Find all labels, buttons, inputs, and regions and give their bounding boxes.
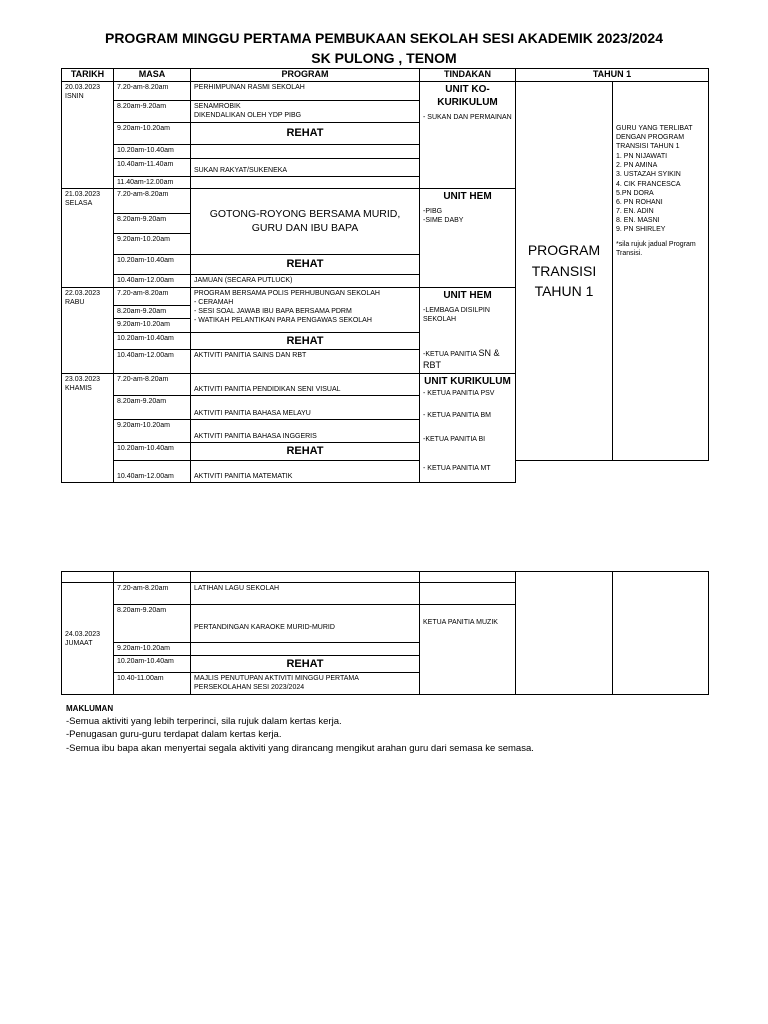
program-cell: AKTIVITI PANITIA BAHASA INGGERIS (191, 420, 420, 443)
time-cell: 8.20am-9.20am (114, 214, 191, 234)
action-text: - KETUA PANITIA BM (423, 412, 491, 420)
time-cell: 10.40am-12.00am (114, 350, 191, 374)
program-text: PROGRAM BERSAMA POLIS PERHUBUNGAN SEKOLAH (194, 290, 380, 298)
action-text: -LEMBAGA DISILPIN SEKOLAH (423, 307, 490, 324)
program-text: - SESI SOAL JAWAB IBU BAPA BERSAMA PDRM (194, 308, 352, 316)
time-cell: 9.20am-10.20am (114, 123, 191, 145)
header-program: PROGRAM (191, 69, 420, 82)
action-text: - KETUA PANITIA MT (423, 464, 491, 472)
transisi-line1: PROGRAM (527, 242, 601, 259)
action-text: - KETUA PANITIA PSV (423, 390, 495, 398)
time-cell: 9.20am-10.20am (114, 643, 191, 656)
action-text: RBT (423, 359, 441, 370)
date-cell-wed (62, 288, 114, 374)
time-cell: 7.20-am-8.20am (114, 82, 191, 101)
guru-empty-cell (613, 572, 709, 695)
program-cell: SUKAN RAKYAT/SUKENEKA (191, 159, 420, 177)
date-cell-mon (62, 82, 114, 189)
time-cell: 10.20am-10.40am (114, 333, 191, 350)
time-cell: 7.20-am-8.20am (114, 189, 191, 214)
makluman-line: -Semua ibu bapa akan menyertai segala aktiviti yang dirancang mengikut arahan guru dari semasa ke semasa. (66, 743, 534, 755)
guru-item: 8. EN. MASNI (616, 216, 660, 224)
date-text: 20.03.2023 (65, 84, 101, 91)
time-cell: 8.20am-9.20am (114, 306, 191, 319)
school-name: SK PULONG , TENOM (311, 50, 457, 66)
friday-table (61, 571, 709, 695)
guru-item: 4. CIK FRANCESCA (616, 180, 681, 188)
rehat-cell: REHAT (191, 443, 420, 460)
guru-item: 1. PN NIJAWATI (616, 153, 668, 161)
guru-item: 9. PN SHIRLEY (616, 226, 666, 234)
program-text: PERTANDINGAN KARAOKE MURID-MURID (194, 623, 335, 631)
makluman-notes (66, 703, 534, 756)
transisi-empty-cell (516, 572, 613, 695)
transisi-line2: TRANSISI (531, 262, 597, 279)
time-cell: 10.40-11.00am (114, 673, 191, 695)
header-tarikh: TARIKH (62, 69, 114, 82)
action-subject: SN & (478, 348, 500, 359)
action-cell-wed (420, 288, 516, 374)
action-cell-thu (420, 374, 516, 482)
program-cell (191, 643, 420, 656)
document-title: PROGRAM MINGGU PERTAMA PEMBUKAAN SEKOLAH SESI AKADEMIK 2023/2024 (104, 30, 663, 46)
header-tindakan: TINDAKAN (420, 69, 516, 82)
makluman-heading: MAKLUMAN (66, 704, 114, 713)
table-row (62, 460, 709, 482)
action-prefix: -KETUA PANITIA (423, 351, 479, 359)
table-row (62, 572, 709, 583)
time-cell: 11.40am-12.00am (114, 177, 191, 189)
time-cell: 8.20am-9.20am (114, 396, 191, 420)
time-cell: 7.20-am-8.20am (114, 288, 191, 306)
unit-label: UNIT KURIKULUM (424, 376, 511, 388)
program-cell: AKTIVITI PANITIA PENDIDIKAN SENI VISUAL (191, 374, 420, 396)
action-cell-mon (420, 82, 516, 189)
program-text: DIKENDALIKAN OLEH YDP PIBG (194, 112, 302, 120)
program-text: - WATIKAH PELANTIKAN PARA PENGAWAS SEKOLAH (194, 317, 372, 325)
time-cell: 7.20-am-8.20am (114, 374, 191, 396)
guru-item: 7. EN. ADIN (616, 207, 654, 215)
date-text: 23.03.2023 (65, 376, 101, 384)
unit-label: UNIT HEM (443, 191, 492, 203)
action-text: -SIME DABY (423, 217, 464, 225)
program-cell (191, 101, 420, 123)
day-text: SELASA (65, 200, 93, 208)
time-cell: 10.40am-11.40am (114, 159, 191, 177)
date-text: 22.03.2023 (65, 290, 101, 298)
gotong-royong-cell: GOTONG-ROYONG BERSAMA MURID, GURU DAN IBU BAPA (191, 189, 420, 255)
time-cell: 9.20am-10.20am (114, 319, 191, 333)
day-text: RABU (65, 299, 85, 307)
date-cell-tue (62, 189, 114, 288)
date-cell-fri (62, 583, 114, 695)
guru-intro: GURU YANG TERLIBAT DENGAN PROGRAM TRANSISI TAHUN 1 (616, 125, 693, 151)
date-text: 21.03.2023 (65, 191, 101, 199)
action-cell-tue (420, 189, 516, 288)
time-cell: 8.20am-9.20am (114, 605, 191, 643)
time-cell: 10.20am-10.40am (114, 145, 191, 159)
program-cell: JAMUAN (SECARA PUTLUCK) (191, 275, 420, 288)
table-row (62, 82, 709, 101)
guru-list-cell (613, 82, 709, 461)
program-cell: MAJLIS PENUTUPAN AKTIVITI MINGGU PERTAMA PERSEKOLAHAN SESI 2023/2024 (191, 673, 420, 695)
time-cell: 10.40am-12.00am (114, 275, 191, 288)
guru-item: 5.PN DORA (616, 189, 654, 197)
program-text: - CERAMAH (194, 299, 234, 307)
empty-cell (62, 572, 114, 583)
action-text: - SUKAN DAN PERMAINAN (423, 114, 512, 121)
transisi-note: *sila rujuk jadual Program Transisi. (616, 241, 696, 258)
time-cell: 9.20am-10.20am (114, 234, 191, 255)
transisi-program-cell (516, 82, 613, 461)
day-text: KHAMIS (65, 385, 92, 393)
date-text: 24.03.2023 (65, 630, 101, 638)
program-text: SENAMROBIK (194, 103, 241, 110)
program-cell (191, 605, 420, 643)
unit-label: UNIT KO-KURIKULUM (437, 84, 498, 108)
program-cell: AKTIVITI PANITIA BAHASA MELAYU (191, 396, 420, 420)
program-cell: AKTIVITI PANITIA SAINS DAN RBT (191, 350, 420, 374)
empty-cell (191, 572, 420, 583)
guru-item: 3. USTAZAH SYIKIN (616, 171, 681, 179)
time-cell: 10.20am-10.40am (114, 656, 191, 673)
action-text: -PIBG (423, 208, 443, 216)
rehat-cell: REHAT (191, 123, 420, 145)
empty-cell (420, 583, 516, 605)
makluman-line: -Penugasan guru-guru terdapat dalam kertas kerja. (66, 729, 282, 741)
header-row (62, 69, 709, 82)
program-cell: AKTIVITI PANITIA MATEMATIK (191, 460, 420, 482)
program-cell: LATIHAN LAGU SEKOLAH (191, 583, 420, 605)
time-cell: 10.20am-10.40am (114, 255, 191, 275)
time-cell: 7.20-am-8.20am (114, 583, 191, 605)
action-text (423, 348, 512, 360)
guru-item: 6. PN ROHANI (616, 198, 663, 206)
action-text: KETUA PANITIA MUZIK (423, 619, 498, 626)
time-cell: 8.20am-9.20am (114, 101, 191, 123)
rehat-cell: REHAT (191, 255, 420, 275)
program-cell (191, 177, 420, 189)
header-tahun1: TAHUN 1 (516, 69, 709, 82)
empty-cell (420, 572, 516, 583)
time-cell: 10.40am-12.00am (114, 460, 191, 482)
unit-label: UNIT HEM (443, 290, 492, 302)
header-masa: MASA (114, 69, 191, 82)
day-text: JUMAAT (65, 639, 93, 647)
time-cell: 10.20am-10.40am (114, 443, 191, 460)
rehat-cell: REHAT (191, 656, 420, 673)
day-text: ISNIN (65, 93, 84, 101)
guru-item: 2. PN AMINA (616, 162, 658, 170)
time-cell: 9.20am-10.20am (114, 420, 191, 443)
makluman-line: -Semua aktiviti yang lebih terperinci, sila rujuk dalam kertas kerja. (66, 715, 342, 727)
empty-cell (114, 572, 191, 583)
program-cell (191, 145, 420, 159)
rehat-cell: REHAT (191, 333, 420, 350)
action-cell-fri (420, 605, 516, 695)
date-cell-thu (62, 374, 114, 482)
program-cell: PERHIMPUNAN RASMI SEKOLAH (191, 82, 420, 101)
transisi-line3: TAHUN 1 (534, 282, 594, 299)
program-cell (191, 288, 420, 333)
action-text: -KETUA PANITIA BI (423, 435, 486, 443)
schedule-table (61, 68, 709, 483)
